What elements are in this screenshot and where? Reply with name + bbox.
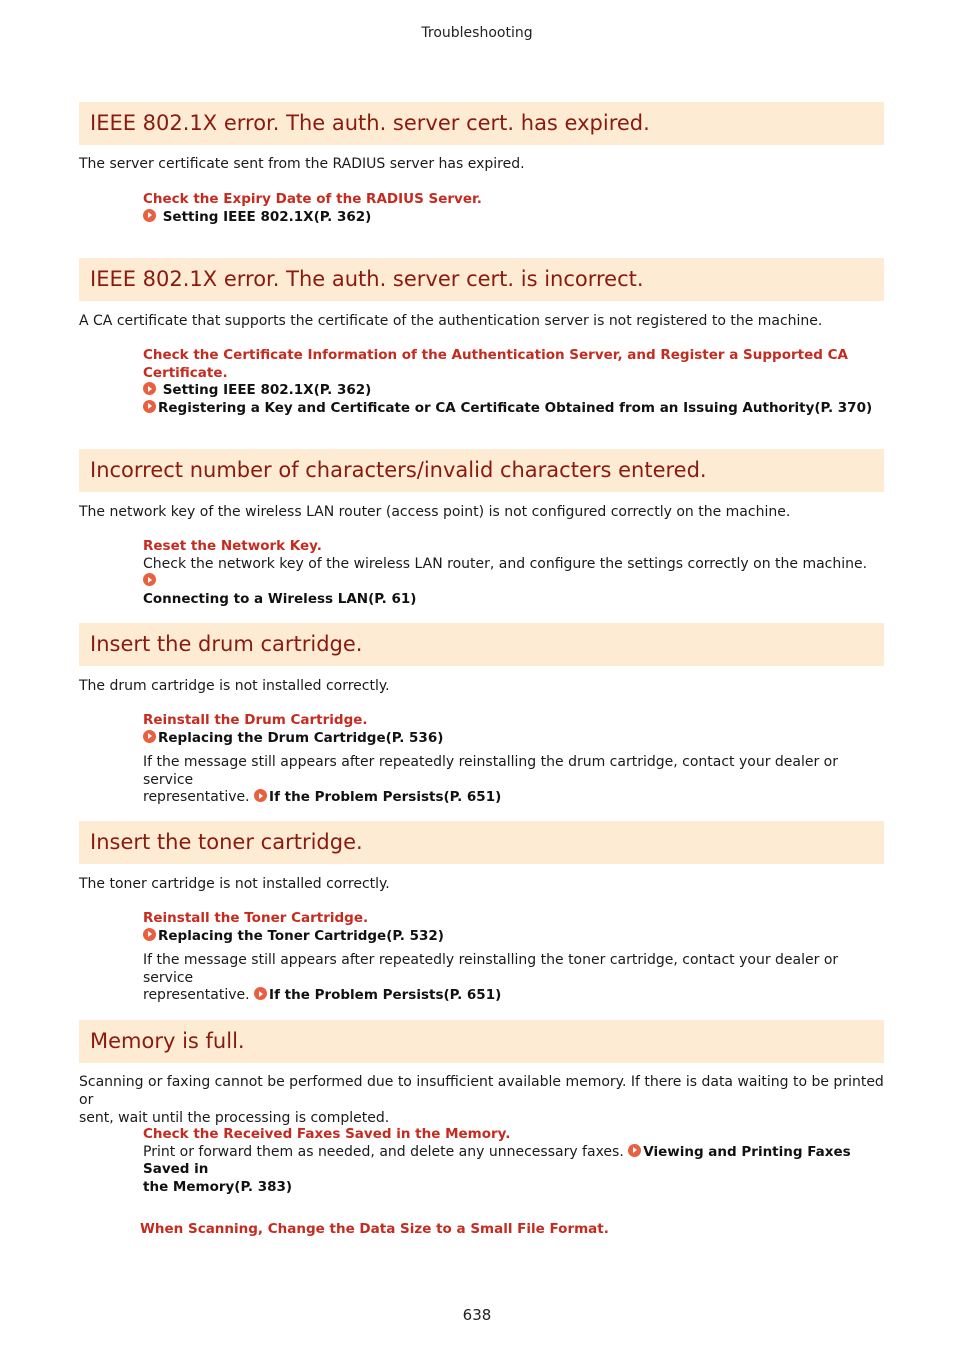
solution-body-text: representative. (143, 789, 250, 805)
solution-block (143, 1126, 885, 1196)
reference-link[interactable] (143, 928, 885, 946)
solution-block (143, 191, 885, 226)
solution-title: Reinstall the Drum Cartridge. (143, 712, 368, 728)
reference-link[interactable] (143, 730, 885, 748)
reference-link[interactable] (143, 382, 885, 400)
section-heading: IEEE 802.1X error. The auth. server cert. has expired. (79, 102, 884, 145)
arrow-right-icon (143, 382, 156, 395)
solution-body-text: representative. (143, 987, 250, 1003)
reference-link-text[interactable]: Setting IEEE 802.1X(P. 362) (162, 208, 372, 225)
solution-body (143, 556, 885, 591)
section-heading: IEEE 802.1X error. The auth. server cert. is incorrect. (79, 258, 884, 301)
reference-link-text[interactable]: Setting IEEE 802.1X(P. 362) (162, 382, 372, 398)
solution-block (143, 347, 885, 417)
solution-block (143, 538, 885, 608)
arrow-right-icon (254, 789, 267, 802)
solution-block (143, 712, 885, 807)
section-description: The drum cartridge is not installed correctly. (79, 678, 390, 694)
page-header: Troubleshooting (421, 25, 533, 41)
arrow-right-icon (628, 1144, 641, 1157)
solution-title: Check the Received Faxes Saved in the Memory. (143, 1126, 511, 1142)
reference-link[interactable]: If the Problem Persists(P. 651) (269, 789, 502, 805)
solution-title: Reinstall the Toner Cartridge. (143, 910, 369, 926)
solution-block (143, 910, 885, 1005)
solution-title-continued: Certificate. (143, 364, 228, 381)
solution-body (143, 1144, 885, 1179)
page-number: 638 (462, 1306, 492, 1324)
section-description: A CA certificate that supports the certificate of the authentication server is not registered to the machine. (79, 313, 823, 329)
solution-body: If the message still appears after repeatedly reinstalling the toner cartridge, contact your dealer or service (143, 952, 839, 986)
solution-body-text: Check the network key of the wireless LAN router, and configure the settings correctly on the machine. (143, 555, 868, 572)
solution-title: Check the Expiry Date of the RADIUS Server. (143, 191, 482, 207)
solution-body-continued (143, 987, 885, 1005)
solution-title: Check the Certificate Information of the Authentication Server, and Register a Supported CA (143, 347, 848, 363)
arrow-right-icon (143, 928, 156, 941)
section-heading: Memory is full. (79, 1020, 884, 1063)
reference-link[interactable]: If the Problem Persists(P. 651) (269, 987, 502, 1003)
reference-link[interactable]: Viewing and Printing Faxes Saved in (143, 1143, 851, 1177)
section-description: The server certificate sent from the RADIUS server has expired. (79, 156, 525, 172)
arrow-right-icon (143, 209, 156, 222)
solution-title: When Scanning, Change the Data Size to a Small File Format. (140, 1221, 609, 1237)
solution-block (140, 1221, 882, 1239)
reference-link[interactable] (143, 400, 885, 418)
section-heading: Insert the toner cartridge. (79, 821, 884, 864)
solution-body-continued (143, 789, 885, 807)
reference-link[interactable] (143, 209, 885, 227)
solution-body-text: Print or forward them as needed, and delete any unnecessary faxes. (143, 1143, 624, 1160)
arrow-right-icon (143, 400, 156, 413)
arrow-right-icon (143, 573, 156, 586)
solution-body: If the message still appears after repeatedly reinstalling the drum cartridge, contact your dealer or service (143, 754, 839, 788)
section-description: The network key of the wireless LAN router (access point) is not configured correctly on the machine. (79, 504, 791, 520)
section-heading: Insert the drum cartridge. (79, 623, 884, 666)
section-heading: Incorrect number of characters/invalid characters entered. (79, 449, 884, 492)
arrow-right-icon (254, 987, 267, 1000)
reference-link[interactable]: Connecting to a Wireless LAN(P. 61) (143, 590, 417, 607)
arrow-right-icon (143, 730, 156, 743)
section-description: The toner cartridge is not installed correctly. (79, 876, 390, 892)
section-description-line: sent, wait until the processing is completed. (79, 1110, 390, 1126)
reference-link-text[interactable]: Replacing the Drum Cartridge(P. 536) (158, 729, 444, 746)
solution-title: Reset the Network Key. (143, 538, 322, 554)
reference-link-text[interactable]: Replacing the Toner Cartridge(P. 532) (158, 927, 444, 944)
reference-link-continued[interactable]: the Memory(P. 383) (143, 1178, 293, 1195)
section-description-line: Scanning or faxing cannot be performed due to insufficient available memory. If there is data waiting to be printed or (79, 1074, 884, 1108)
reference-link-text[interactable]: Registering a Key and Certificate or CA Certificate Obtained from an Issuing Authority(P. 370) (158, 399, 873, 416)
section-description (79, 1073, 884, 1127)
